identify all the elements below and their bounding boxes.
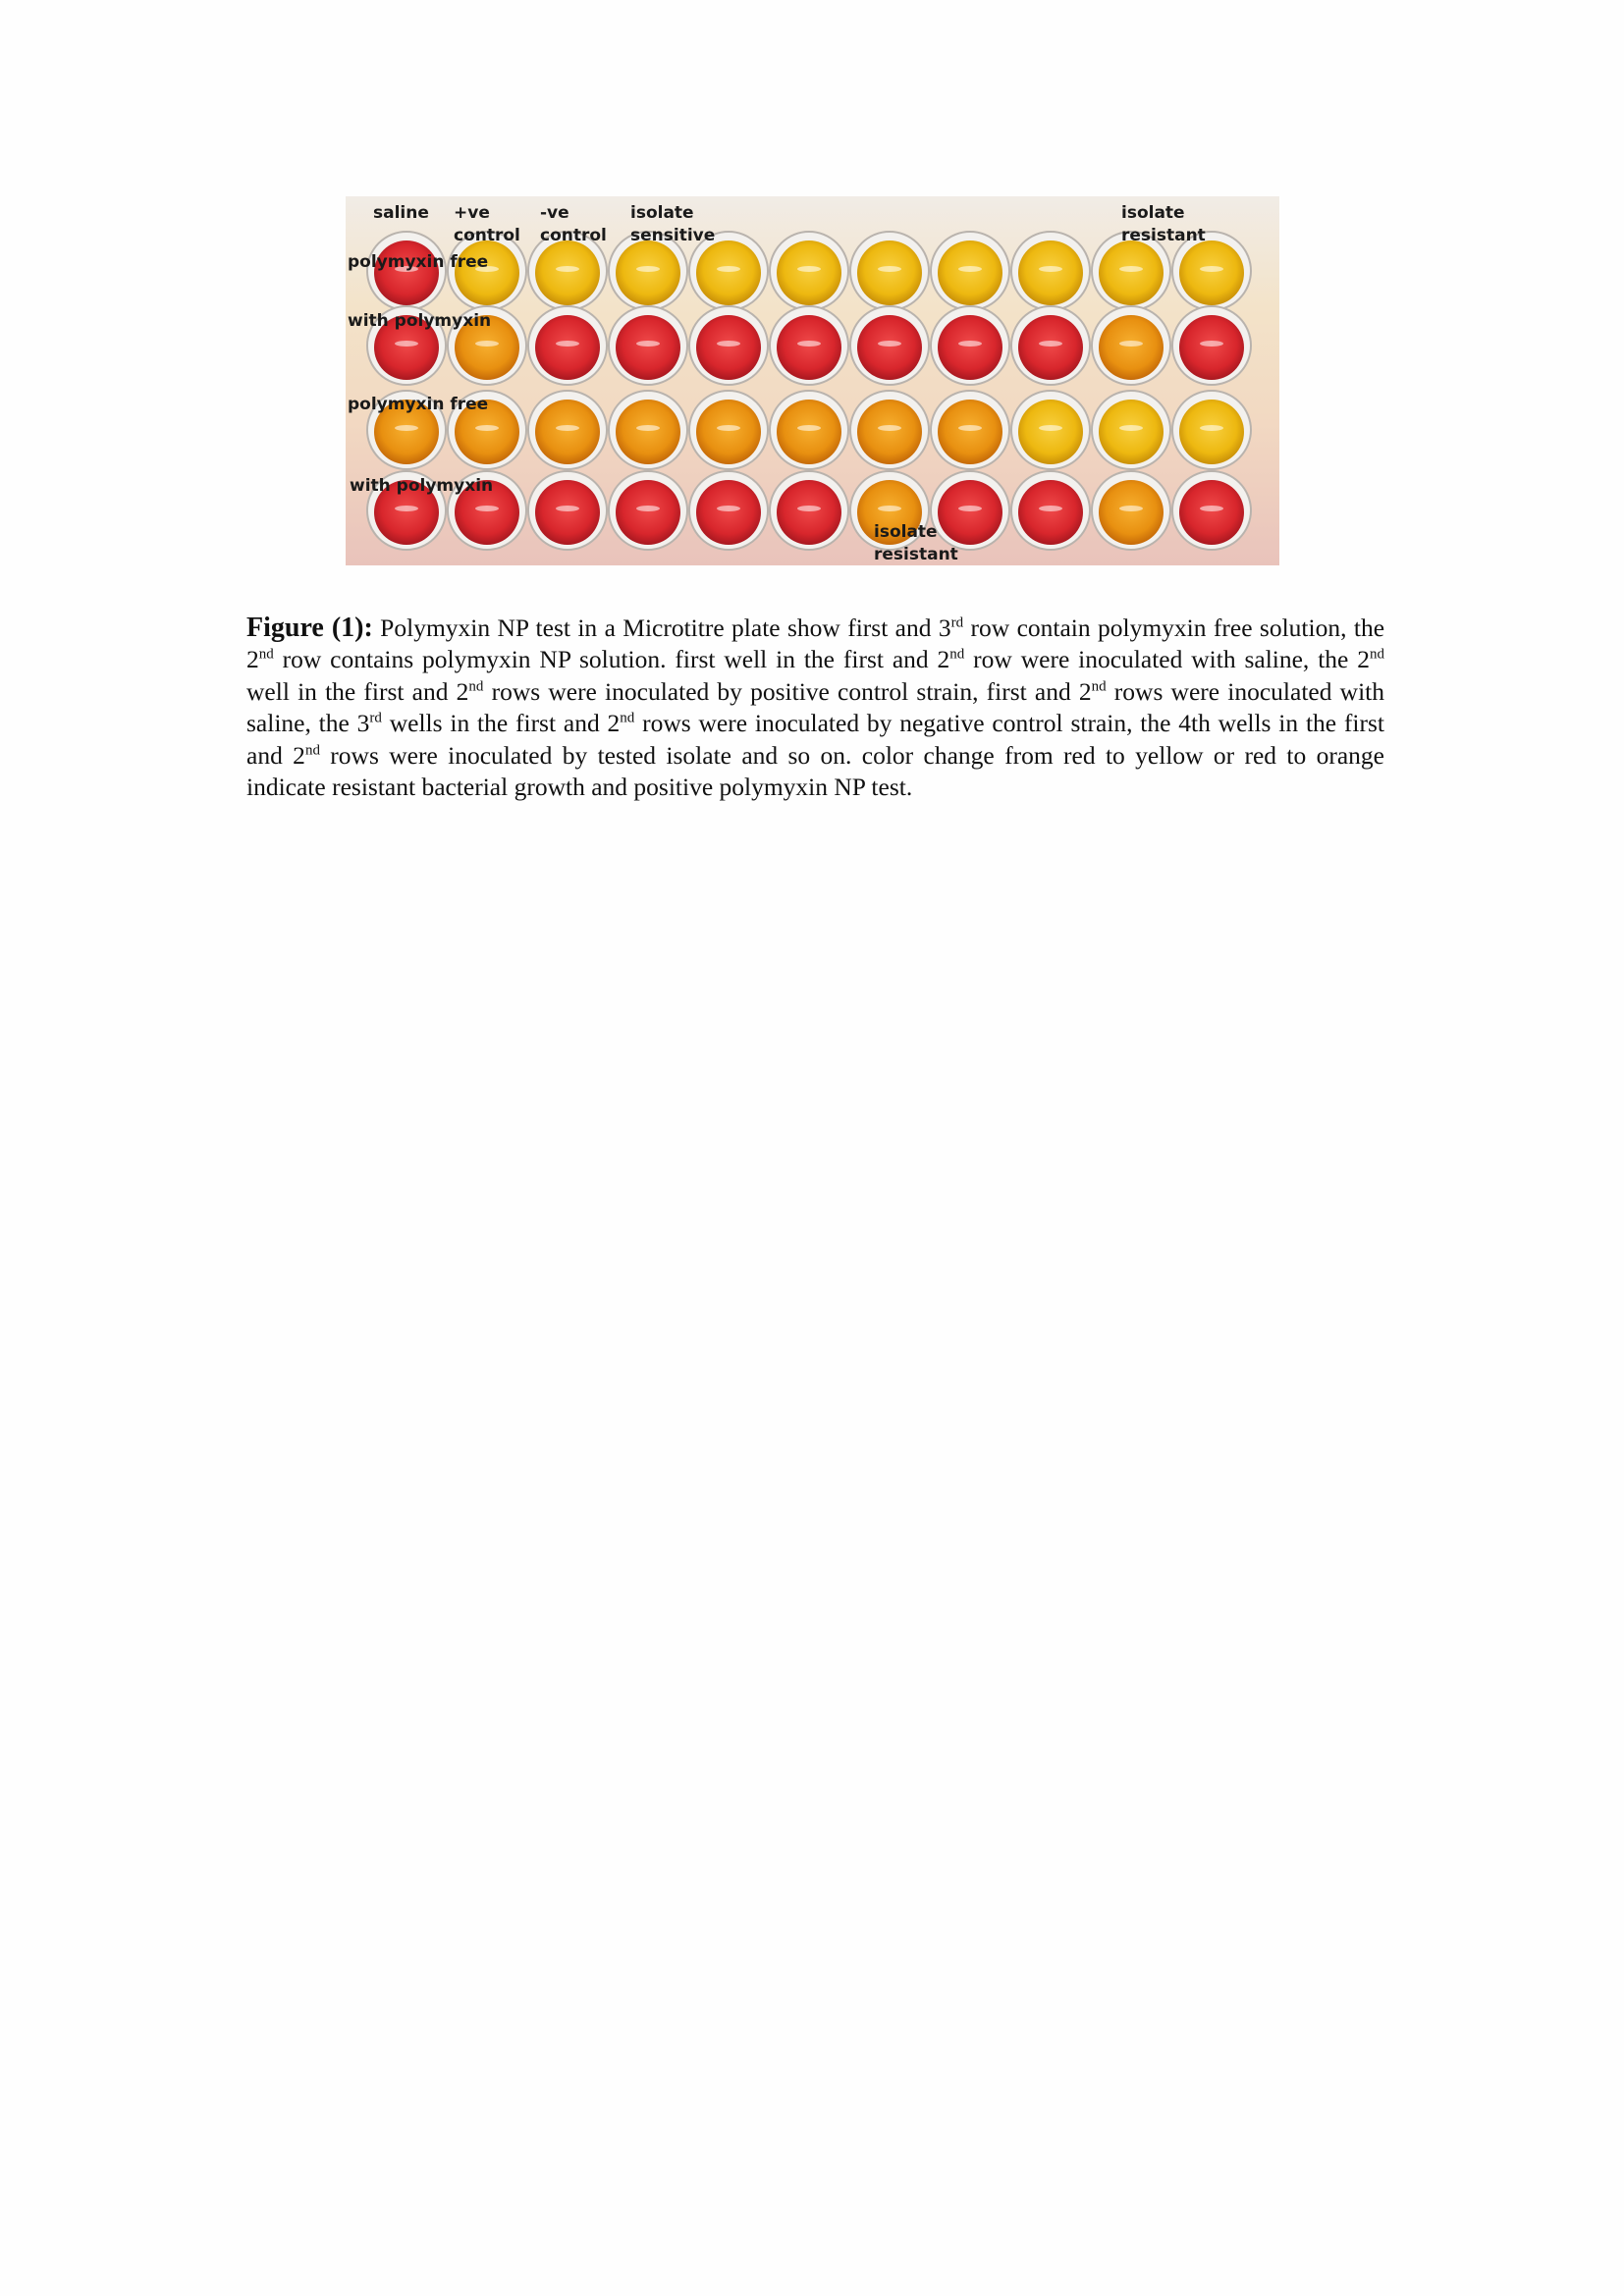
well-red [1172,471,1251,550]
col-header-isolate-resistant-line2: resistant [1121,226,1206,245]
caption-text: row contains polymyxin NP solution. first well in the first and 2 [273,645,950,673]
ordinal-suffix: nd [620,710,635,726]
plate-illustration [346,196,1279,565]
well-red [528,306,607,385]
inner-annotation-isolate-resistant-line2: resistant [874,545,958,564]
ordinal-suffix: nd [1369,646,1384,663]
col-header-negative-control-line1: -ve [540,203,569,223]
well-red [609,471,687,550]
ordinal-suffix: nd [949,646,965,663]
caption-text: rows were inoculated by negative control strain, the 4th wells in the first and 2 [246,709,1385,770]
well-red [1011,306,1090,385]
well-red [770,471,848,550]
well-orange [1092,306,1170,385]
well-yellow [1011,391,1090,469]
col-header-isolate-resistant-line1: isolate [1121,203,1185,223]
well-red [770,306,848,385]
row-label-with-polymyxin-1: with polymyxin [348,311,492,331]
well-orange [850,391,929,469]
well-red [528,471,607,550]
well-yellow [770,232,848,310]
col-header-negative-control-line2: control [540,226,607,245]
ordinal-suffix: rd [950,614,964,630]
row-label-polymyxin-free-1: polymyxin free [348,252,489,272]
well-orange [528,391,607,469]
well-orange [609,391,687,469]
ordinal-suffix: nd [468,678,484,694]
col-header-saline: saline [373,203,429,223]
caption-text: row contain polymyxin free solution, the 2 [246,613,1385,673]
well-yellow [1011,232,1090,310]
well-orange [770,391,848,469]
well-yellow [850,232,929,310]
well-orange [689,391,768,469]
well-yellow [931,232,1009,310]
row-label-polymyxin-free-2: polymyxin free [348,395,489,414]
caption-text: Polymyxin NP test in a Microtitre plate show first and 3 [372,613,951,642]
well-red [1011,471,1090,550]
ordinal-suffix: nd [304,742,320,758]
caption-text: wells in the first and 2 [381,709,621,737]
microtitre-plate-photo [346,196,1279,565]
ordinal-suffix: rd [369,710,382,726]
caption-text: well in the first and 2 [246,676,469,706]
well-red [931,306,1009,385]
well-red [609,306,687,385]
inner-annotation-isolate-resistant-line1: isolate [874,522,938,542]
ordinal-suffix: nd [1091,678,1107,694]
figure-caption [246,613,1384,804]
well-red [931,471,1009,550]
caption-text: row were inoculated with saline, the 2 [964,645,1370,673]
col-header-isolate-sensitive-line2: sensitive [630,226,716,245]
caption-body [246,614,1384,802]
well-orange [1092,471,1170,550]
well-red [1172,306,1251,385]
well-yellow [1092,391,1170,469]
caption-text: rows were inoculated by tested isolate and so on. color change from red to yellow or red to orange indicate resistant bacterial growth and positive polymyxin NP test. [246,740,1384,801]
caption-text: rows were inoculated with saline, the 3 [246,676,1384,737]
well-red [689,471,768,550]
figure-label: Figure (1): [246,612,373,643]
caption-text: rows were inoculated by positive control strain, first and 2 [483,676,1092,706]
well-red [689,306,768,385]
ordinal-suffix: nd [258,646,274,663]
well-orange [931,391,1009,469]
well-yellow [1172,391,1251,469]
col-header-positive-control-line1: +ve [454,203,490,223]
row-label-with-polymyxin-2: with polymyxin [350,476,494,496]
well-red [850,306,929,385]
col-header-positive-control-line2: control [454,226,520,245]
col-header-isolate-sensitive-line1: isolate [630,203,694,223]
